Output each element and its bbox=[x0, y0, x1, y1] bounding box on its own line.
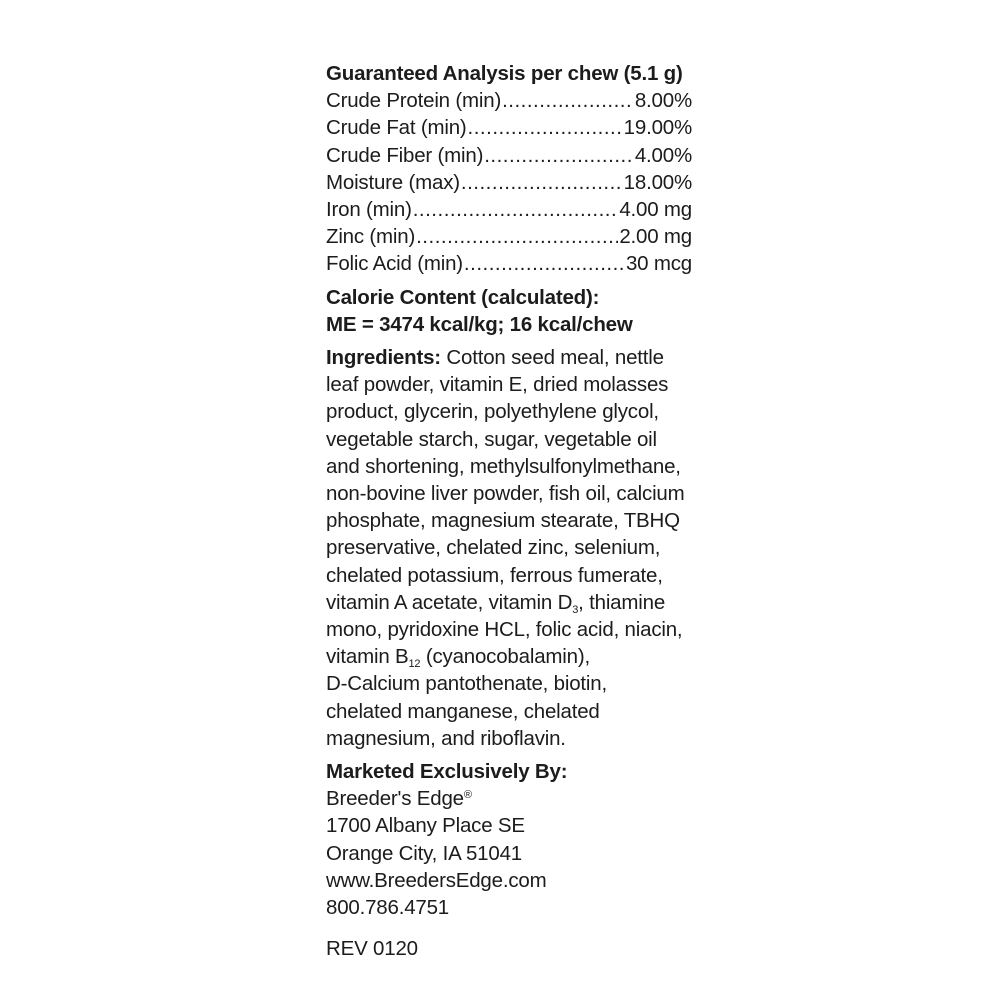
nutrient-value: 19.00% bbox=[623, 116, 692, 140]
calorie-section bbox=[326, 284, 706, 338]
ingredient-text: (cyanocobalamin), bbox=[420, 645, 590, 669]
ingredients-line bbox=[326, 344, 702, 371]
marketer-name-line bbox=[326, 785, 706, 812]
marketer-phone: 800.786.4751 bbox=[326, 896, 450, 920]
nutrient-name: Crude Protein (min) bbox=[326, 89, 502, 113]
ingredients-line: preservative, chelated zinc, selenium, bbox=[326, 536, 661, 560]
nutrient-value: 2.00 mg bbox=[619, 225, 692, 249]
ingredients-line: product, glycerin, polyethylene glycol, bbox=[326, 400, 659, 424]
ingredients-line bbox=[326, 589, 702, 616]
nutrient-value: 18.00% bbox=[623, 170, 692, 194]
ingredient-text: , thiamine bbox=[578, 590, 666, 614]
subscript: 3 bbox=[572, 603, 579, 616]
nutrient-name: Folic Acid (min) bbox=[326, 252, 463, 276]
ingredients-line: vegetable starch, sugar, vegetable oil bbox=[326, 427, 657, 451]
leader-dots bbox=[416, 223, 618, 250]
nutrient-value: 8.00% bbox=[634, 89, 692, 113]
leader-dots bbox=[461, 169, 623, 196]
ingredient-text: vitamin B bbox=[326, 645, 409, 669]
nutrient-name: Moisture (max) bbox=[326, 170, 460, 194]
ingredients-line: non-bovine liver powder, fish oil, calcium bbox=[326, 482, 685, 506]
marketer-street: 1700 Albany Place SE bbox=[326, 814, 525, 838]
nutrient-value: 30 mcg bbox=[625, 252, 692, 276]
leader-dots bbox=[413, 196, 619, 223]
revision-code: REV 0120 bbox=[326, 937, 418, 961]
ingredients-section bbox=[326, 344, 702, 752]
analysis-table bbox=[326, 87, 706, 277]
marketer-website: www.BreedersEdge.com bbox=[326, 868, 547, 892]
nutrient-name: Crude Fat (min) bbox=[326, 116, 467, 140]
marketer-name: Breeder's Edge bbox=[326, 787, 464, 811]
ingredients-line bbox=[326, 643, 702, 670]
analysis-row bbox=[326, 169, 692, 196]
analysis-row bbox=[326, 196, 692, 223]
analysis-row bbox=[326, 87, 692, 114]
nutrient-value: 4.00% bbox=[634, 143, 692, 167]
ingredients-line: chelated manganese, chelated bbox=[326, 699, 600, 723]
ingredients-line: D-Calcium pantothenate, biotin, bbox=[326, 672, 607, 696]
registered-mark: ® bbox=[463, 789, 472, 802]
marketer-city: Orange City, IA 51041 bbox=[326, 841, 522, 865]
analysis-row bbox=[326, 250, 692, 277]
subscript: 12 bbox=[408, 658, 421, 671]
analysis-row bbox=[326, 142, 692, 169]
ingredients-line: phosphate, magnesium stearate, TBHQ bbox=[326, 509, 680, 533]
ingredients-heading: Ingredients: bbox=[326, 346, 441, 370]
ingredients-line: leaf powder, vitamin E, dried molasses bbox=[326, 373, 669, 397]
nutrient-name: Zinc (min) bbox=[326, 225, 416, 249]
nutrient-name: Iron (min) bbox=[326, 198, 412, 222]
leader-dots bbox=[468, 114, 623, 141]
calorie-value: ME = 3474 kcal/kg; 16 kcal/chew bbox=[326, 312, 633, 336]
product-label-panel bbox=[326, 60, 706, 963]
leader-dots bbox=[464, 250, 625, 277]
analysis-row bbox=[326, 114, 692, 141]
analysis-row bbox=[326, 223, 692, 250]
analysis-title: Guaranteed Analysis per chew (5.1 g) bbox=[326, 62, 683, 85]
nutrient-value: 4.00 mg bbox=[619, 198, 692, 222]
leader-dots bbox=[502, 87, 634, 114]
ingredients-line: chelated potassium, ferrous fumerate, bbox=[326, 563, 663, 587]
ingredient-text: vitamin A acetate, vitamin D bbox=[326, 590, 573, 614]
ingredients-line: mono, pyridoxine HCL, folic acid, niacin, bbox=[326, 618, 683, 642]
ingredients-text: Cotton seed meal, nettle bbox=[440, 346, 664, 370]
ingredients-line: and shortening, methylsulfonylmethane, bbox=[326, 454, 681, 478]
marketer-heading: Marketed Exclusively By: bbox=[326, 760, 568, 784]
calorie-heading: Calorie Content (calculated): bbox=[326, 285, 600, 309]
leader-dots bbox=[484, 142, 634, 169]
ingredients-line: magnesium, and riboflavin. bbox=[326, 726, 566, 750]
marketer-section bbox=[326, 758, 706, 921]
nutrient-name: Crude Fiber (min) bbox=[326, 143, 484, 167]
